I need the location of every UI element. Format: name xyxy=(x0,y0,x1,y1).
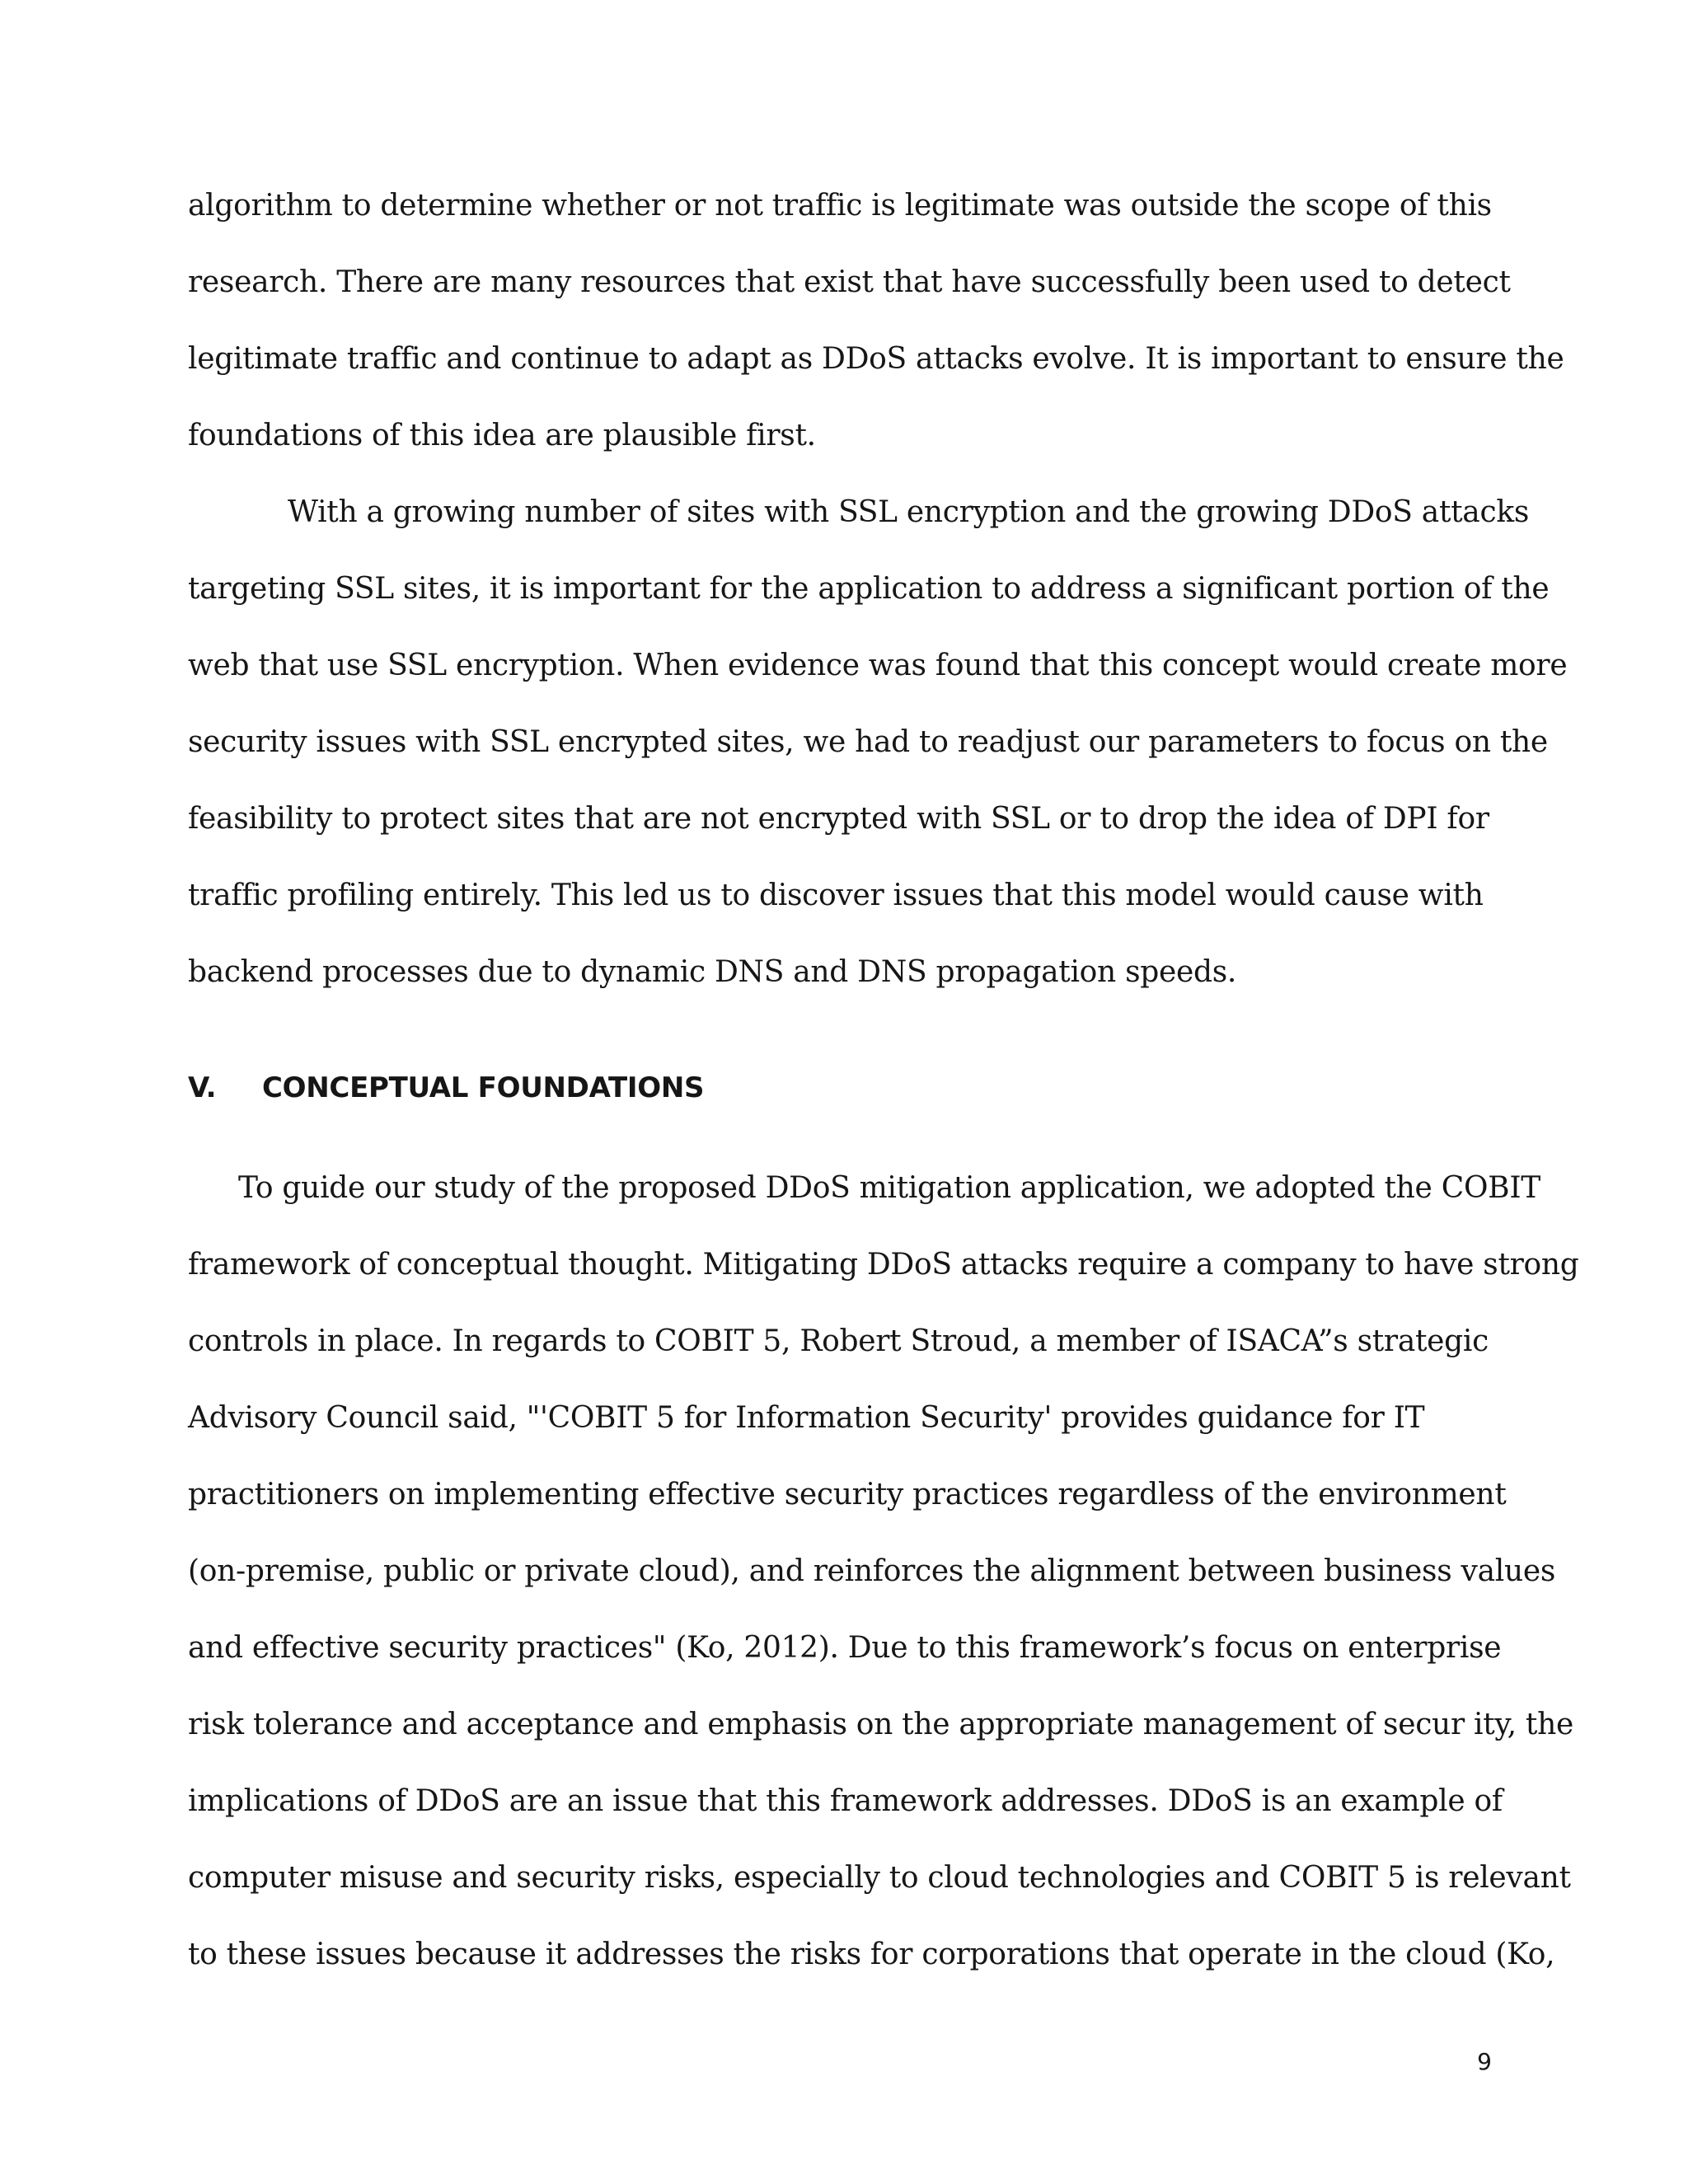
body-text-line: backend processes due to dynamic DNS and DNS propagation speeds. xyxy=(188,955,1237,989)
body-text-line: Advisory Council said, "'COBIT 5 for Information Security' provides guidance for IT xyxy=(188,1401,1425,1435)
body-text-line: framework of conceptual thought. Mitigating DDoS attacks require a company to have strong xyxy=(188,1248,1579,1282)
body-text-line: web that use SSL encryption. When evidence was found that this concept would create more xyxy=(188,649,1568,682)
section-title: CONCEPTUAL FOUNDATIONS xyxy=(262,1071,705,1104)
body-text-line: security issues with SSL encrypted sites, we had to readjust our parameters to focus on the xyxy=(188,725,1548,759)
body-text-line: research. There are many resources that exist that have successfully been used to detect xyxy=(188,265,1511,299)
body-text-line: algorithm to determine whether or not traffic is legitimate was outside the scope of this xyxy=(188,189,1492,223)
body-text-line: controls in place. In regards to COBIT 5, Robert Stroud, a member of ISACA”s strategic xyxy=(188,1324,1489,1358)
body-text-line: (on-premise, public or private cloud), and reinforces the alignment between business values xyxy=(188,1554,1556,1588)
body-text-line: legitimate traffic and continue to adapt as DDoS attacks evolve. It is important to ensure the xyxy=(188,342,1564,376)
body-text-line: risk tolerance and acceptance and emphasis on the appropriate management of secur ity, the xyxy=(188,1708,1573,1741)
body-text-line: traffic profiling entirely. This led us to discover issues that this model would cause with xyxy=(188,879,1484,912)
body-text-line: feasibility to protect sites that are not encrypted with SSL or to drop the idea of DPI for xyxy=(188,802,1489,836)
body-text-line: to these issues because it addresses the risks for corporations that operate in the cloud (Ko, xyxy=(188,1938,1555,1971)
body-text-line: targeting SSL sites, it is important for the application to address a significant portion of the xyxy=(188,572,1550,606)
body-text-line: To guide our study of the proposed DDoS mitigation application, we adopted the COBIT xyxy=(238,1171,1540,1205)
body-text-line: With a growing number of sites with SSL encryption and the growing DDoS attacks xyxy=(288,495,1530,529)
body-text-line: implications of DDoS are an issue that this framework addresses. DDoS is an example of xyxy=(188,1784,1503,1818)
page-number: 9 xyxy=(1477,2048,1492,2075)
body-text-line: computer misuse and security risks, especially to cloud technologies and COBIT 5 is relevant xyxy=(188,1861,1571,1895)
section-number: V. xyxy=(188,1071,217,1104)
body-text-line: and effective security practices" (Ko, 2012). Due to this framework’s focus on enterprise xyxy=(188,1631,1502,1665)
section-heading xyxy=(188,1068,704,1108)
body-text-line: foundations of this idea are plausible first. xyxy=(188,419,816,452)
body-text-line: practitioners on implementing effective security practices regardless of the environment xyxy=(188,1478,1507,1511)
